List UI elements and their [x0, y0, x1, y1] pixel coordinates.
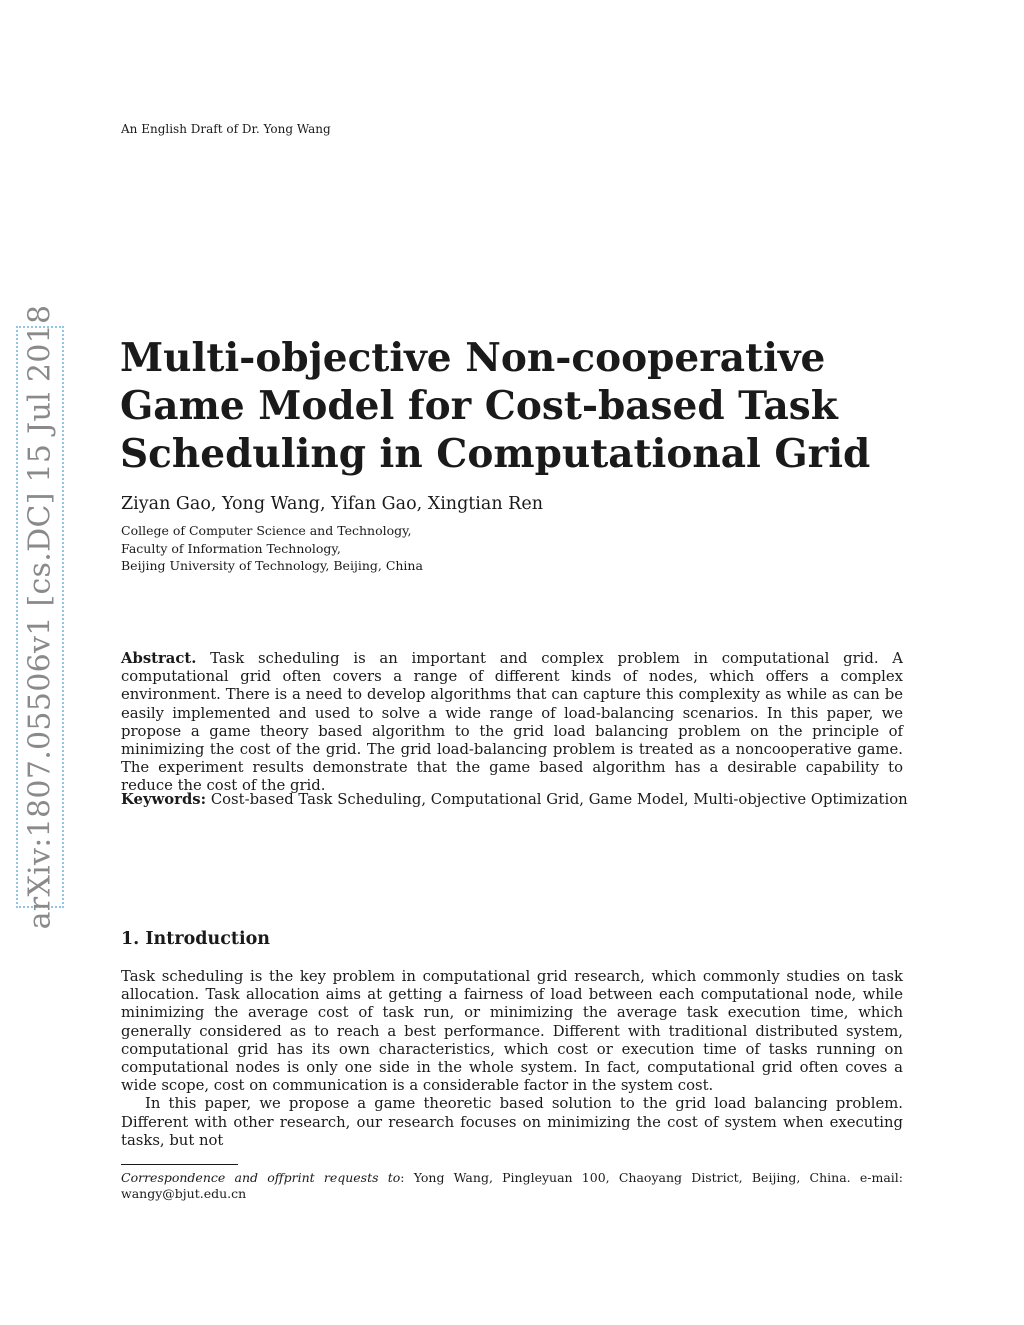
section-heading-introduction: 1. Introduction — [121, 929, 270, 949]
keywords-text: Cost-based Task Scheduling, Computational Grid, Game Model, Multi-objective Optimization — [210, 791, 908, 808]
footnote — [121, 1170, 903, 1202]
affiliation-line: Faculty of Information Technology, — [121, 540, 341, 556]
affiliation — [121, 522, 423, 575]
title-line: Multi-objective Non-cooperative — [120, 335, 826, 381]
arxiv-stamp[interactable] — [16, 304, 64, 930]
affiliation-line: Beijing University of Technology, Beijing, China — [121, 558, 423, 573]
paragraph: Task scheduling is the key problem in computational grid research, which commonly studies on task allocation. Task allocation aims at getting a fairness of load between each computational node, while minimizing the average cost of task run, or minimizing the average task execution time, which generally considered as to reach a best performance. Different with traditional distributed system, computational grid has its own characteristics, which cost or execution time of tasks running on computational nodes is only one side in the whole system. In fact, computational grid often coves a wide scope, cost on communication is a considerable factor in the system cost. — [121, 968, 903, 1095]
introduction-body — [121, 968, 903, 1150]
footnote-rule — [121, 1164, 238, 1165]
affiliation-line: College of Computer Science and Technology, — [121, 523, 412, 538]
arxiv-stamp-label: arXiv:1807.05506v1 [cs.DC] 15 Jul 2018 — [22, 304, 58, 930]
abstract-label: Abstract. — [121, 650, 197, 667]
keywords-label: Keywords: — [121, 791, 207, 808]
running-head: An English Draft of Dr. Yong Wang — [121, 122, 331, 136]
paragraph: In this paper, we propose a game theoretic based solution to the grid load balancing problem. Different with other research, our research focuses on minimizing the cost of system when executing tasks, but not — [121, 1095, 903, 1149]
abstract — [121, 650, 903, 796]
title-line: Scheduling in Computational Grid — [120, 431, 871, 477]
author-list: Ziyan Gao, Yong Wang, Yifan Gao, Xingtian Ren — [121, 494, 543, 514]
footnote-text: : Yong Wang, Pingleyuan 100, Chaoyang District, Beijing, China. e-mail: wangy@bjut.edu.cn — [121, 1170, 903, 1201]
footnote-label: Correspondence and offprint requests to — [121, 1170, 401, 1185]
keywords — [121, 791, 911, 809]
abstract-text: Task scheduling is an important and complex problem in computational grid. A computational grid often covers a range of different kinds of nodes, which offers a complex environment. There is a need to develop algorithms that can capture this complexity as while as can be easily implemented and used to solve a wide range of load-balancing scenarios. In this paper, we propose a game theory based algorithm to the grid load balancing problem on the principle of minimizing the cost of the grid. The grid load-balancing problem is treated as a noncooperative game. The experiment results demonstrate that the game based algorithm has a desirable capability to reduce the cost of the grid. — [121, 650, 903, 795]
title-line: Game Model for Cost-based Task — [120, 383, 838, 429]
paper-title — [120, 334, 940, 478]
